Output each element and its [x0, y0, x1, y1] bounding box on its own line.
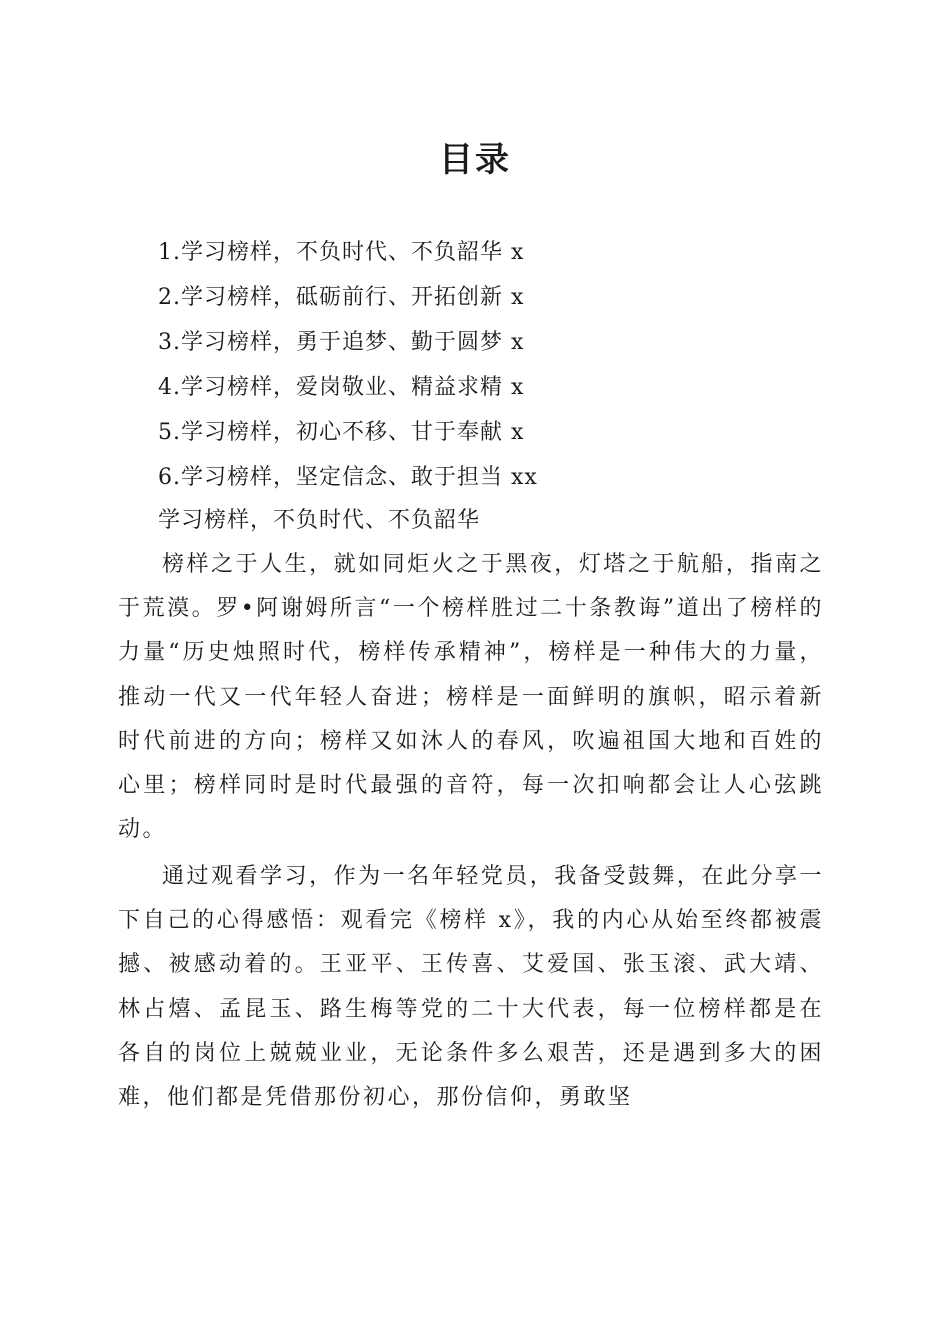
- page-title: 目录: [439, 140, 511, 180]
- toc-item: 2.学习榜样，砥砺前行、开拓创新 x: [158, 285, 525, 310]
- toc-item: 3.学习榜样，勇于追梦、勤于圆梦 x: [158, 330, 525, 355]
- section-heading: 学习榜样，不负时代、不负韶华: [158, 508, 481, 533]
- toc-item: 1.学习榜样，不负时代、不负韶华 x: [158, 240, 525, 265]
- toc-item: 6.学习榜样，坚定信念、敢于担当 xx: [158, 465, 538, 490]
- body-paragraph: 通过观看学习，作为一名年轻党员，我备受鼓舞，在此分享一下自己的心得感悟：观看完《榜样 x》，我的内心从始至终都被震撼、被感动着的。王亚平、王传喜、艾爱国、张玉滚、武大靖、林占熺、孟昆玉、路生梅等党的二十大代表，每一位榜样都是在各自的岗位上兢兢业业，无论条件多么艰苦，还是遇到多大的困难，他们都是凭借那份初心，那份信仰，勇敢坚: [118, 864, 824, 1111]
- table-of-contents: [158, 230, 538, 500]
- toc-item: 4.学习榜样，爱岗敬业、精益求精 x: [158, 375, 525, 400]
- body-paragraph: 榜样之于人生，就如同炬火之于黑夜，灯塔之于航船，指南之于荒漠。罗•阿谢姆所言“一个榜样胜过二十条教诲”道出了榜样的力量“历史烛照时代，榜样传承精神”，榜样是一种伟大的力量，推动一代又一代年轻人奋进；榜样是一面鲜明的旗帜，昭示着新时代前进的方向；榜样又如沐人的春风，吹遍祖国大地和百姓的心里；榜样同时是时代最强的音符，每一次扣响都会让人心弦跳动。: [118, 552, 824, 843]
- toc-item: 5.学习榜样，初心不移、甘于奉献 x: [158, 420, 525, 445]
